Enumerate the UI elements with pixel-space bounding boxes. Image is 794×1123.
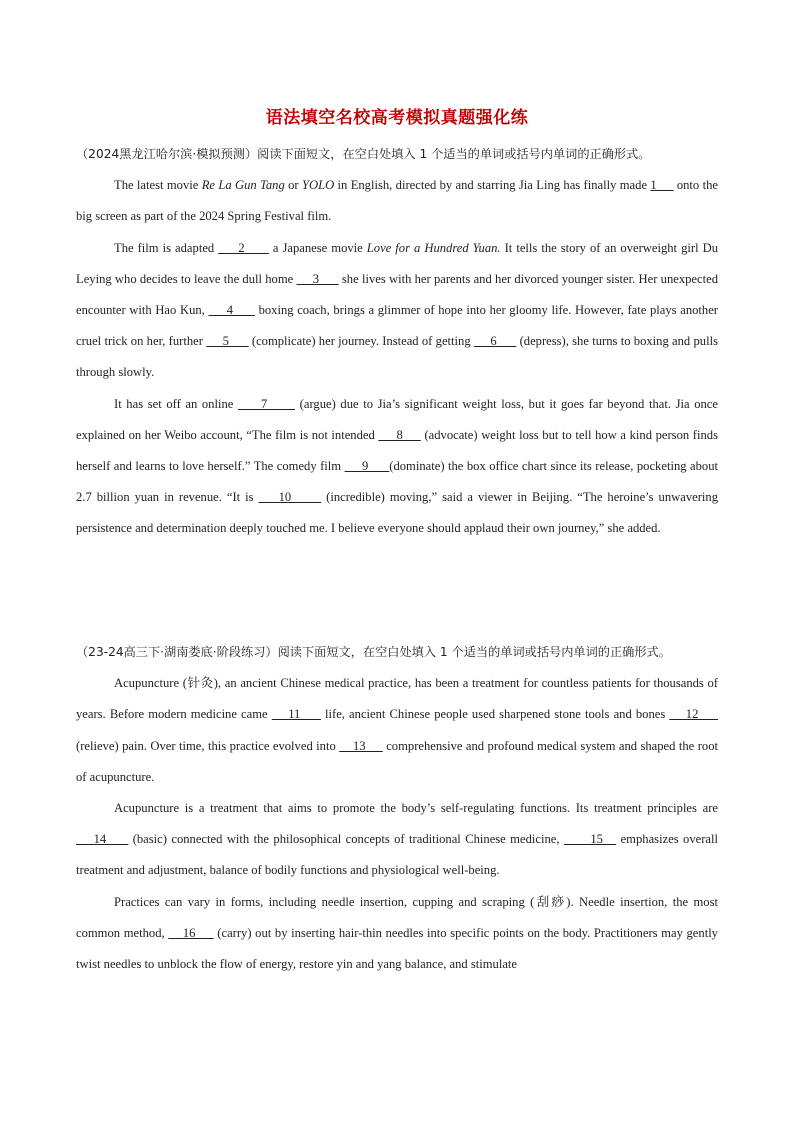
blank-15[interactable]: 15 bbox=[563, 832, 617, 847]
blank-12[interactable]: 12 bbox=[669, 707, 719, 722]
text-run: (depress), she turns to boxing and pulls through slowly. bbox=[76, 334, 718, 380]
blank-6[interactable]: 6 bbox=[473, 334, 517, 349]
section-2-instructions: （23-24高三下·湖南娄底·阶段练习）阅读下面短文，在空白处填入 1 个适当的单词或括号内单词的正确形式。 bbox=[76, 645, 671, 659]
page-title: 语法填空名校高考模拟真题强化练 bbox=[265, 108, 529, 128]
text-run: onto the big screen as part of the 2024 Spring Festival film. bbox=[76, 178, 718, 224]
blank-3[interactable]: 3 bbox=[296, 271, 339, 286]
passage-section-1 bbox=[76, 139, 718, 545]
section-1-instructions: （2024黑龙江哈尔滨·模拟预测）阅读下面短文，在空白处填入 1 个适当的单词或括号内单词的正确形式。 bbox=[76, 147, 651, 161]
text-run: Acupuncture (针灸), an ancient Chinese medical practice, has been a treatment for countless patients for thousands of years. Before modern medicine came bbox=[76, 676, 718, 722]
text-run: or bbox=[284, 178, 302, 193]
passage-section-2 bbox=[76, 637, 718, 980]
blank-11[interactable]: 11 bbox=[271, 707, 321, 722]
movie-title: Re La Gun Tang bbox=[201, 178, 285, 193]
text-run: a Japanese movie bbox=[268, 240, 367, 255]
blank-14[interactable]: 14 bbox=[76, 832, 129, 847]
blank-5[interactable]: 5 bbox=[206, 334, 249, 349]
section-2-paragraph-1 bbox=[76, 668, 718, 793]
section-1-paragraph-1 bbox=[76, 170, 718, 232]
text-run: she lives with her parents and her divorced younger sister. Her unexpected encounter with Hao Kun, bbox=[76, 271, 718, 318]
text-run: (incredible) moving,” said a viewer in Beijing. “The heroine’s unwavering persistence and determination deeply touched me. I believe everyone should applaud their own journey,” she added. bbox=[76, 490, 719, 536]
movie-title-english: YOLO bbox=[301, 178, 335, 193]
section-1-paragraph-3 bbox=[76, 389, 718, 545]
movie-title-japanese: Love for a Hundred Yuan. bbox=[366, 240, 501, 255]
blank-13[interactable]: 13 bbox=[339, 738, 383, 753]
text-run: (relieve) pain. Over time, this practice evolved into bbox=[76, 738, 340, 753]
blank-10[interactable]: 10 bbox=[258, 490, 322, 505]
text-run: Acupuncture is a treatment that aims to promote the body’s self-regulating functions. Its treatment principles are bbox=[114, 801, 718, 816]
text-run: comprehensive and profound medical system and shaped the root of acupuncture. bbox=[76, 738, 719, 784]
blank-8[interactable]: 8 bbox=[378, 427, 421, 442]
text-run: The film is adapted bbox=[114, 240, 219, 255]
text-run: (argue) due to Jia’s significant weight loss, but it goes far beyond that. Jia once explained on her Weibo account, “The film is not intended bbox=[76, 396, 718, 442]
text-run: (complicate) her journey. Instead of getting bbox=[248, 334, 474, 349]
blank-9[interactable]: 9 bbox=[344, 459, 390, 474]
text-run: The latest movie bbox=[114, 178, 202, 193]
section-2-paragraph-3 bbox=[76, 887, 718, 981]
text-run: boxing coach, brings a glimmer of hope into her gloomy life. However, fate plays another cruel trick on her, further bbox=[76, 303, 718, 349]
blank-1[interactable]: 1 bbox=[650, 178, 674, 193]
text-run: in English, directed by and starring Jia Ling has finally made bbox=[334, 178, 651, 193]
text-run: (carry) out by inserting hair-thin needles into specific points on the body. Practitioners may gently twist needles to unblock the flow of energy, restore yin and yang balance, and stimulate bbox=[76, 925, 718, 972]
blank-2[interactable]: 2 bbox=[218, 240, 269, 255]
text-run: Practices can vary in forms, including needle insertion, cupping and scraping (刮痧). Needle insertion, the most common method, bbox=[76, 894, 718, 940]
text-run: It tells the story of an overweight girl Du Leying who decides to leave the dull home bbox=[76, 240, 718, 286]
text-run: (dominate) the box office chart since its release, pocketing about 2.7 billion yuan in revenue. “It is bbox=[76, 459, 719, 505]
blank-7[interactable]: 7 bbox=[237, 396, 296, 411]
text-run: emphasizes overall treatment and adjustment, balance of bodily functions and physiological well-being. bbox=[76, 832, 719, 878]
section-2-paragraph-2 bbox=[76, 793, 718, 887]
section-1-paragraph-2 bbox=[76, 233, 718, 389]
blank-16[interactable]: 16 bbox=[168, 925, 214, 940]
blank-4[interactable]: 4 bbox=[208, 303, 255, 318]
text-run: (advocate) weight loss but to tell how a kind person finds herself and learns to love herself.” The comedy film bbox=[76, 427, 718, 474]
text-run: It has set off an online bbox=[114, 396, 238, 411]
text-run: (basic) connected with the philosophical concepts of traditional Chinese medicine, bbox=[128, 832, 564, 847]
text-run: life, ancient Chinese people used sharpened stone tools and bones bbox=[320, 707, 670, 722]
